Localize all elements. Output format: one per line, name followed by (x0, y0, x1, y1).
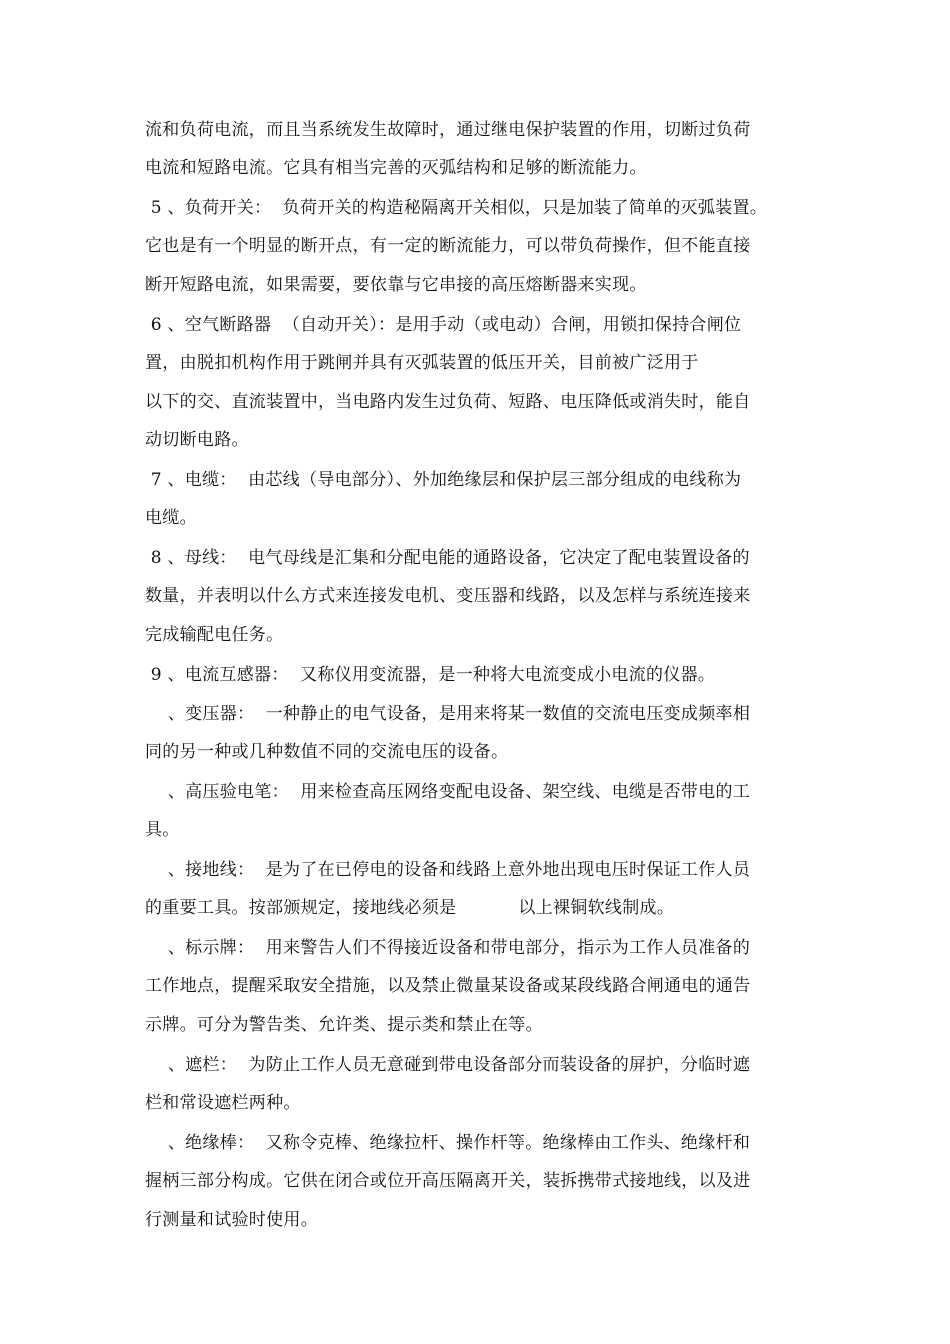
text-line: 断开短路电流，如果需要，要依靠与它串接的高压熔断器来实现。 (145, 275, 647, 295)
text-line: 它也是有一个明显的断开点，有一定的断流能力，可以带负荷操作，但不能直接 (145, 236, 751, 256)
text-line: 电缆。 (145, 508, 197, 528)
text-line (145, 898, 815, 918)
text-line: 工作地点，提醒采取安全措施，以及禁止微量某设备或某段线路合闸通电的通告 (145, 976, 751, 996)
text-line: 置，由脱扣机构作用于跳闸并具有灭弧装置的低压开关，目前被广泛用于 (145, 353, 699, 373)
text-line: 6 、空气断路器 （自动开关）：是用手动（或电动）合闸，用锁扣保持合闸位 (145, 315, 742, 335)
text-segment: 的重要工具。按部颁规定，接地线必须是 (145, 898, 457, 918)
text-line: 8 、母线： 电气母线是汇集和分配电能的通路设备，它决定了配电装置设备的 (145, 548, 750, 568)
text-line: 、接地线： 是为了在已停电的设备和线路上意外地出现电压时保证工作人员 (145, 860, 751, 880)
text-line: 电流和短路电流。它具有相当完善的灭弧结构和足够的断流能力。 (145, 158, 647, 178)
text-line: 9 、电流互感器： 又称仪用变流器，是一种将大电流变成小电流的仪器。 (145, 665, 716, 685)
text-line: 数量，并表明以什么方式来连接发电机、变压器和线路，以及怎样与系统连接来 (145, 586, 751, 606)
text-line: 、标示牌： 用来警告人们不得接近设备和带电部分，指示为工作人员准备的 (145, 938, 751, 958)
text-line: 7 、电缆： 由芯线（导电部分）、外加绝缘层和保护层三部分组成的电线称为 (145, 470, 742, 490)
text-line: 握柄三部分构成。它供在闭合或位开高压隔离开关，装拆携带式接地线，以及进 (145, 1171, 751, 1191)
text-line: 、绝缘棒： 又称令克棒、绝缘拉杆、操作杆等。绝缘棒由工作头、绝缘杆和 (145, 1133, 751, 1153)
text-line: 示牌。可分为警告类、允许类、提示类和禁止在等。 (145, 1015, 543, 1035)
text-segment: 以上裸铜软线制成。 (518, 898, 675, 918)
text-line: 以下的交、直流装置中，当电路内发生过负荷、短路、电压降低或消失时，能自 (145, 392, 751, 412)
text-line: 5 、负荷开关： 负荷开关的构造秘隔离开关相似，只是加装了简单的灭弧装置。 (145, 198, 768, 218)
text-line: 具。 (145, 820, 180, 840)
text-line: 行测量和试验时使用。 (145, 1210, 318, 1230)
text-line: 动切断电路。 (145, 430, 249, 450)
text-line: 栏和常设遮栏两种。 (145, 1093, 301, 1113)
text-line: 流和负荷电流，而且当系统发生故障时，通过继电保护装置的作用，切断过负荷 (145, 120, 751, 140)
text-line: 、高压验电笔： 用来检查高压网络变配电设备、架空线、电缆是否带电的工 (145, 782, 751, 802)
text-line: 、变压器： 一种静止的电气设备，是用来将某一数值的交流电压变成频率相 (145, 704, 751, 724)
text-line: 、遮栏： 为防止工作人员无意碰到带电设备部分而装设备的屏护，分临时遮 (145, 1055, 751, 1075)
text-line: 完成输配电任务。 (145, 625, 284, 645)
text-line: 同的另一种或几种数值不同的交流电压的设备。 (145, 742, 509, 762)
